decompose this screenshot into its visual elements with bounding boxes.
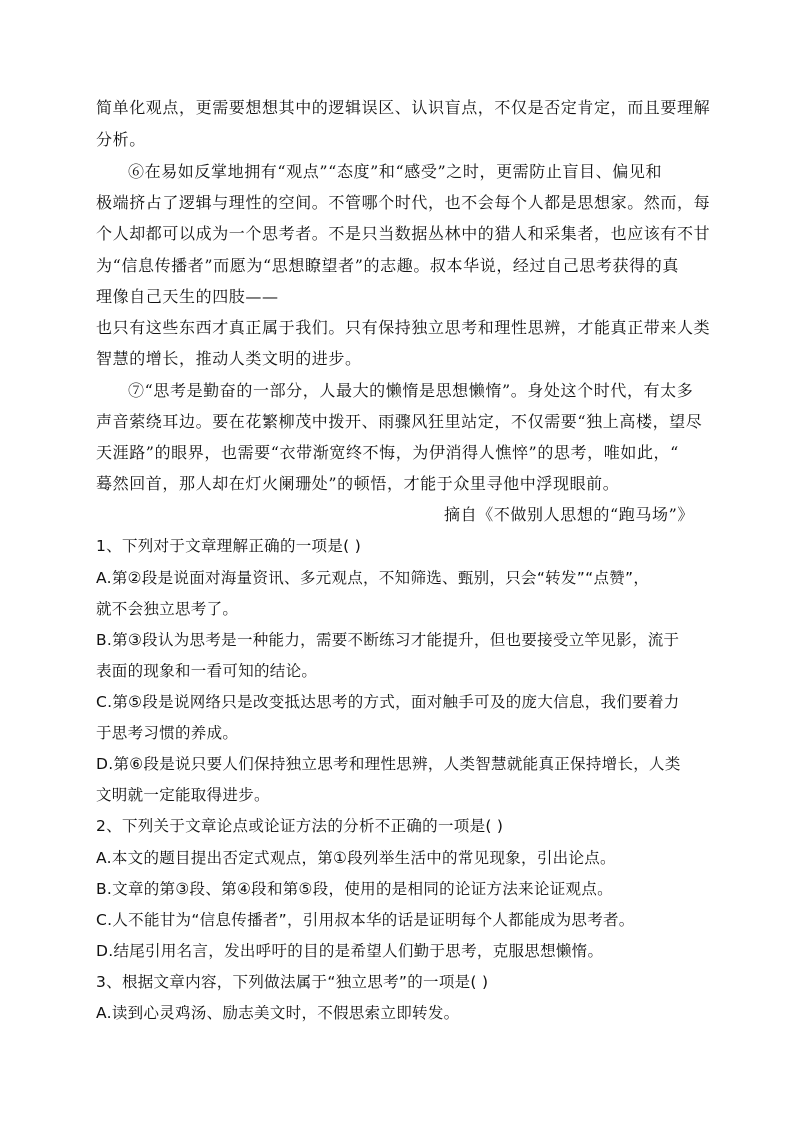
- option-c-line: C.第⑤段是说网络只是改变抵达思考的方式，面对触手可及的庞大信息，我们要着力: [96, 693, 680, 711]
- passage-line: 个人却都可以成为一个思考者。不是只当数据丛林中的猎人和采集者，也应该有不甘: [96, 224, 711, 243]
- option-c-line: 于思考习惯的养成。: [96, 724, 239, 742]
- option-d-line: D.结尾引用名言，发出呼吁的目的是希望人们勤于思考，克服思想懒惰。: [96, 942, 604, 960]
- option-c-line: C.人不能甘为“信息传播者”，引用叔本华的话是证明每个人都能成为思考者。: [96, 911, 635, 929]
- passage-line: 智慧的增长，推动人类文明的进步。: [96, 349, 362, 368]
- passage-line: 天涯路”的眼界，也需要“衣带渐宽终不悔，为伊消得人憔悴”的思考，唯如此，“: [96, 443, 679, 462]
- option-b-line: B.文章的第③段、第④段和第⑤段，使用的是相同的论证方法来论证观点。: [96, 880, 613, 898]
- question-stem: 1、下列对于文章理解正确的一项是( ): [96, 537, 362, 555]
- passage-line: 也只有这些东西才真正属于我们。只有保持独立思考和理性思辨，才能真正带来人类: [96, 318, 711, 337]
- question-stem: 2、下列关于文章论点或论证方法的分析不正确的一项是( ): [96, 817, 504, 835]
- passage-line: 蓦然回首，那人却在灯火阑珊处”的顿悟，才能于众里寻他中浮现眼前。: [96, 474, 620, 493]
- option-a-line: 就不会独立思考了。: [96, 600, 239, 618]
- passage-source: 摘自《不做别人思想的“跑马场”》: [444, 505, 694, 524]
- question-stem: 3、根据文章内容，下列做法属于“独立思考”的一项是( ): [96, 973, 489, 991]
- passage-line: ⑥在易如反掌地拥有“观点”“态度”和“感受”之时，更需防止盲目、偏见和: [128, 162, 663, 181]
- passage-line: 分析。: [96, 130, 146, 149]
- passage-line: 简单化观点，更需要想想其中的逻辑误区、认识盲点，不仅是否定肯定，而且要理解: [96, 98, 711, 117]
- option-d-line: D.第⑥段是说只要人们保持独立思考和理性思辨，人类智慧就能真正保持增长，人类: [96, 755, 681, 773]
- option-a-line: A.本文的题目提出否定式观点，第①段列举生活中的常见现象，引出论点。: [96, 849, 616, 867]
- passage-line: 极端挤占了逻辑与理性的空间。不管哪个时代，也不会每个人都是思想家。然而，每: [96, 193, 711, 212]
- passage-line: 理像自己天生的四肢——: [96, 287, 279, 306]
- option-d-line: 文明就一定能取得进步。: [96, 786, 270, 804]
- option-b-line: 表面的现象和一看可知的结论。: [96, 662, 318, 680]
- passage-line: 为“信息传播者”而愿为“思想瞭望者”的志趣。叔本华说，经过自己思考获得的真: [96, 256, 679, 275]
- option-b-line: B.第③段认为思考是一种能力，需要不断练习才能提升，但也要接受立竿见影，流于: [96, 631, 680, 649]
- option-a-line: A.第②段是说面对海量资讯、多元观点，不知筛选、甄别，只会“转发”“点赞”，: [96, 569, 650, 587]
- passage-line: ⑦“思考是勤奋的一部分，人最大的懒惰是思想懒惰”。身处这个时代，有太多: [128, 381, 694, 400]
- option-a-line: A.读到心灵鸡汤、励志美文时，不假思索立即转发。: [96, 1004, 460, 1022]
- passage-line: 声音萦绕耳边。要在花繁柳茂中拨开、雨骤风狂里站定，不仅需要“独上高楼，望尽: [96, 412, 703, 431]
